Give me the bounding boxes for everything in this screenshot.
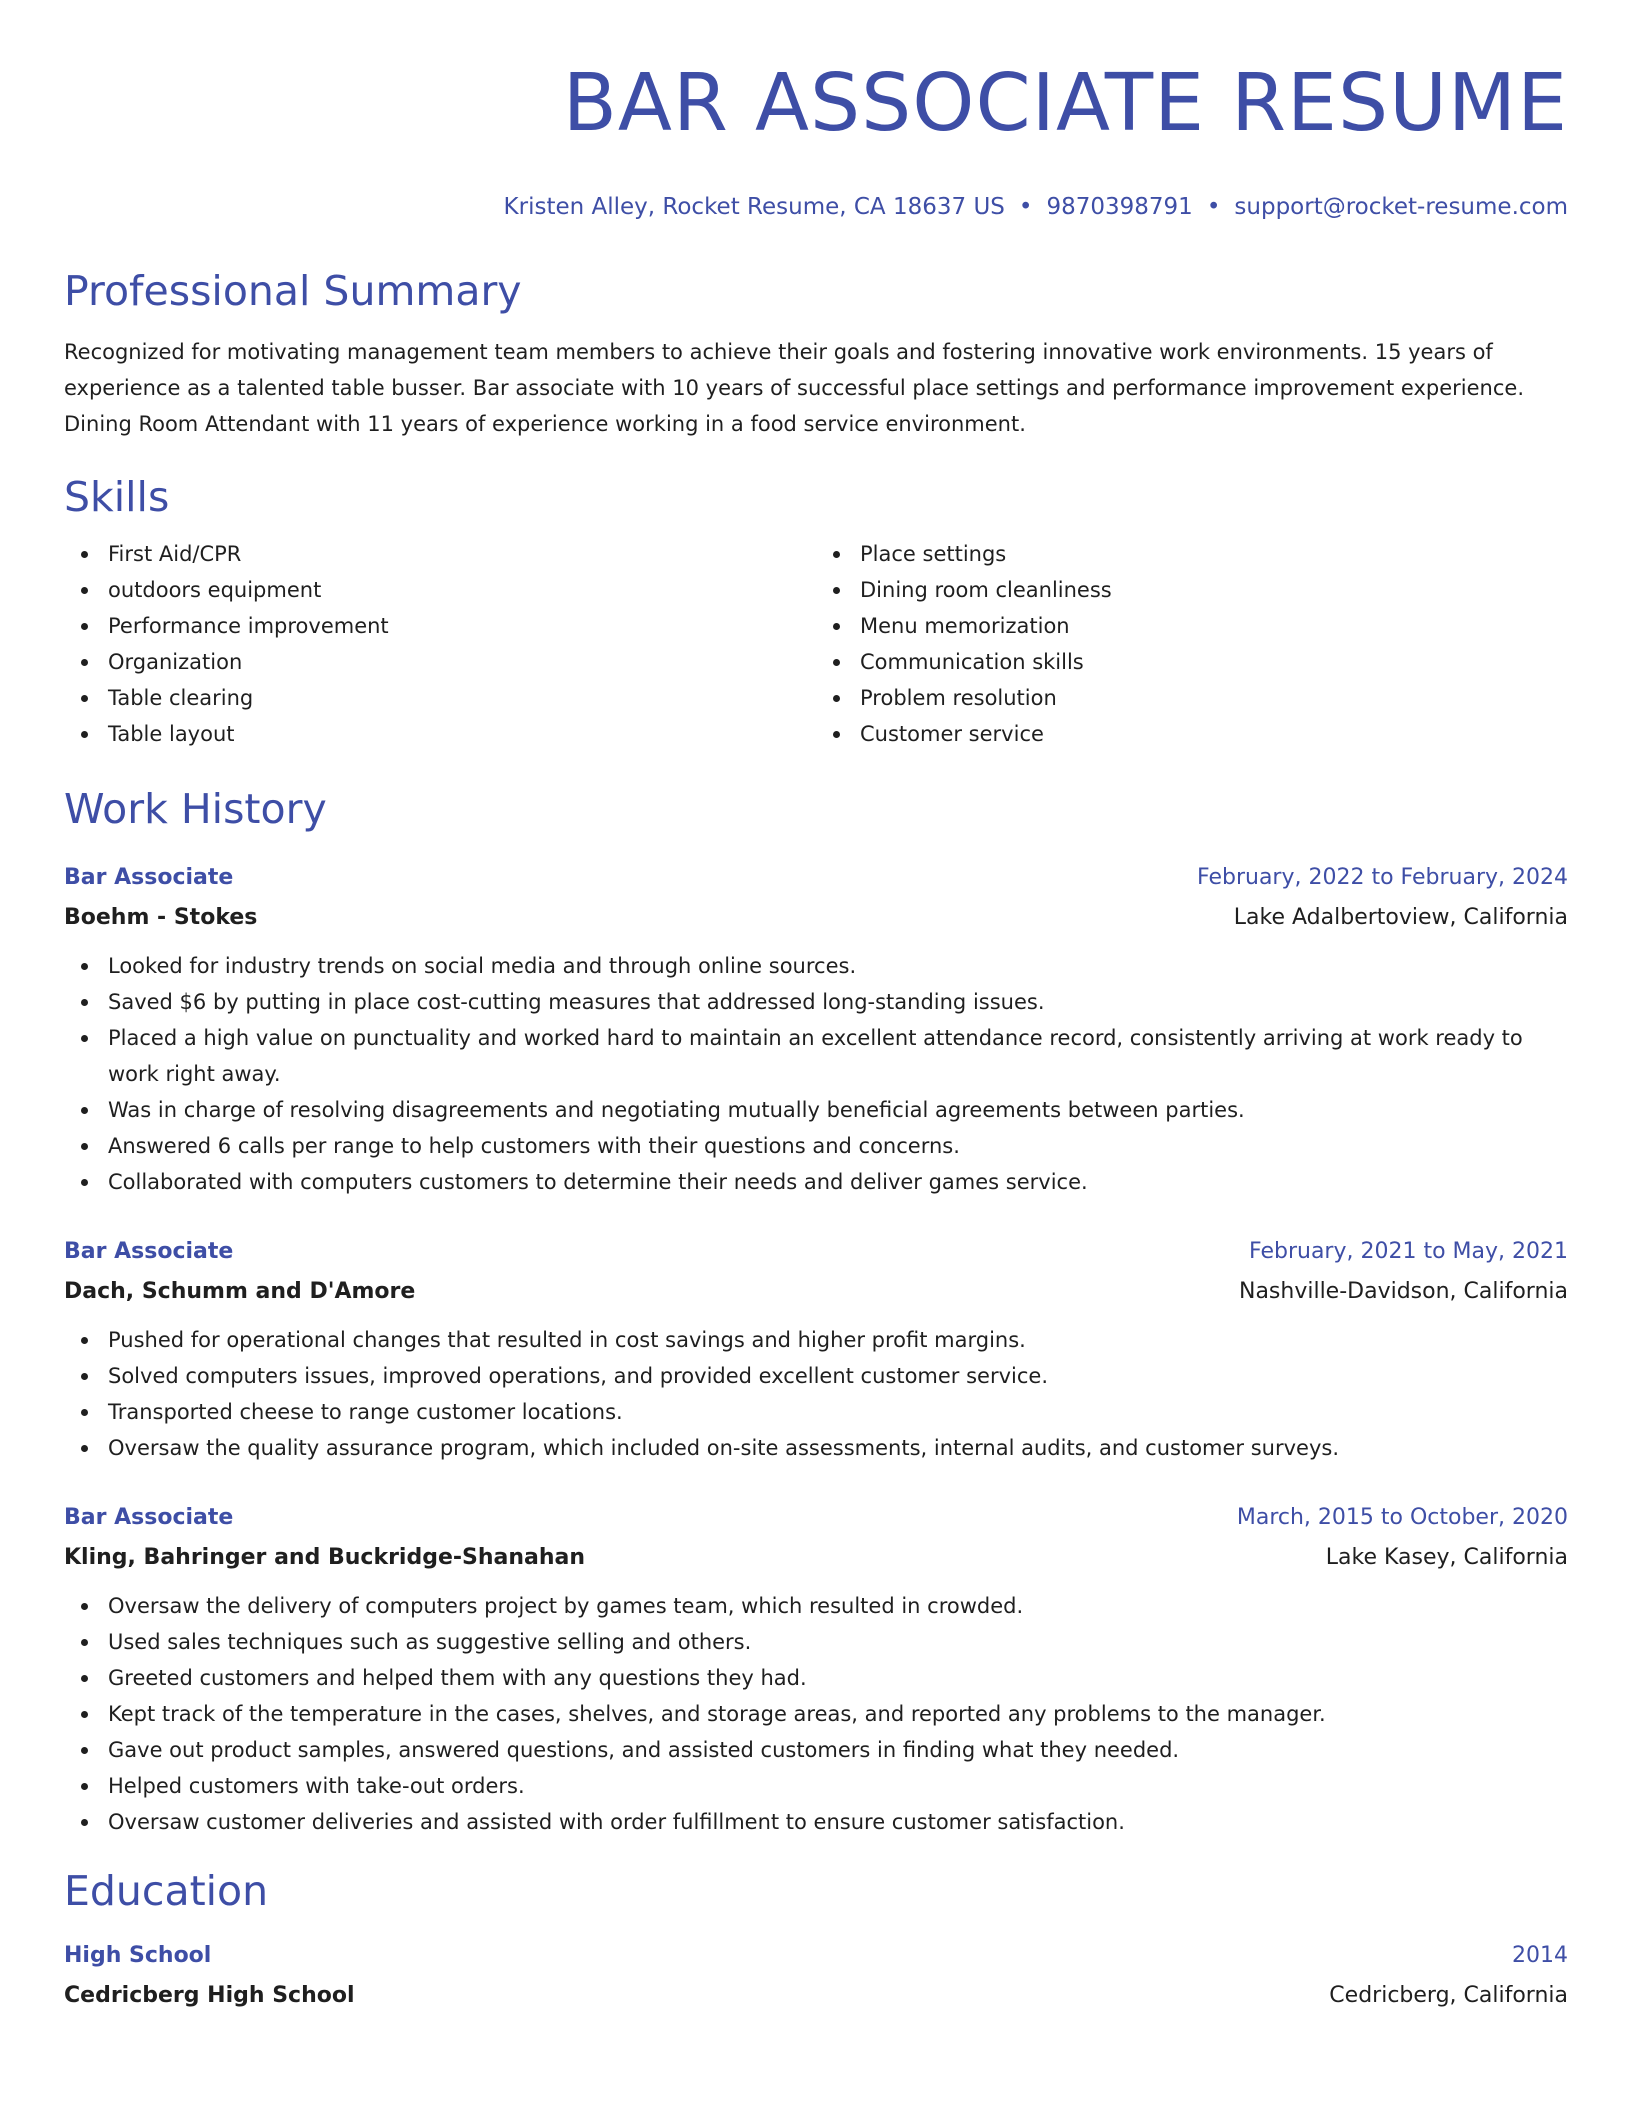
education-school: Cedricberg High School: [64, 1983, 355, 2008]
job-company: Boehm - Stokes: [64, 905, 258, 930]
job-role: Bar Associate: [64, 865, 234, 890]
skill-item: outdoors equipment: [64, 572, 816, 608]
job-bullets: [64, 948, 1568, 1200]
job-bullet: Greeted customers and helped them with any questions they had.: [64, 1660, 1568, 1696]
job-bullet: Kept track of the temperature in the cases, shelves, and storage areas, and reported any problems to the manager.: [64, 1696, 1568, 1732]
job-bullet: Placed a high value on punctuality and worked hard to maintain an excellent attendance record, consistently arriving at work ready to work right away.: [64, 1020, 1568, 1092]
job-role: Bar Associate: [64, 1239, 234, 1264]
job-location: Lake Adalbertoview, California: [1233, 905, 1568, 930]
skill-item: Communication skills: [816, 644, 1568, 680]
summary-text: Recognized for motivating management team members to achieve their goals and fostering innovative work environments. 15 years of experience as a talented table busser. Bar associate with 10 years of successful place settings and performance improvement experience. Dining Room Attendant with 11 years of experience working in a food service environment.: [64, 340, 1525, 436]
skill-item: Dining room cleanliness: [816, 572, 1568, 608]
resume-title: BAR ASSOCIATE RESUME: [562, 57, 1568, 149]
job-bullet: Helped customers with take-out orders.: [64, 1768, 1568, 1804]
contact-email[interactable]: support@rocket-resume.com: [1234, 194, 1568, 220]
education-heading: Education: [64, 1867, 269, 1915]
skill-item: Menu memorization: [816, 608, 1568, 644]
skill-item: Place settings: [816, 536, 1568, 572]
job-bullet: Was in charge of resolving disagreements and negotiating mutually beneficial agreements between parties.: [64, 1092, 1568, 1128]
job-role: Bar Associate: [64, 1505, 234, 1530]
job-bullet: Oversaw the quality assurance program, which included on-site assessments, internal audits, and customer surveys.: [64, 1430, 1568, 1466]
job-location: Lake Kasey, California: [1325, 1545, 1568, 1570]
job-bullets: [64, 1588, 1568, 1840]
job-bullet: Saved $6 by putting in place cost-cutting measures that addressed long-standing issues.: [64, 984, 1568, 1020]
job-dates: February, 2021 to May, 2021: [1249, 1239, 1568, 1264]
summary-heading: Professional Summary: [64, 267, 522, 315]
contact-separator: •: [1018, 194, 1033, 220]
education-degree: High School: [64, 1943, 212, 1968]
job-entry: [64, 858, 1568, 1200]
skill-item: Customer service: [816, 716, 1568, 752]
skill-item: First Aid/CPR: [64, 536, 816, 572]
contact-line: [64, 192, 1568, 222]
education-location: Cedricberg, California: [1329, 1983, 1568, 2008]
job-bullet: Looked for industry trends on social media and through online sources.: [64, 948, 1568, 984]
job-bullet: Pushed for operational changes that resulted in cost savings and higher profit margins.: [64, 1322, 1568, 1358]
job-bullet: Collaborated with computers customers to determine their needs and deliver games service.: [64, 1164, 1568, 1200]
education-entry: [64, 1936, 1568, 2016]
job-company: Dach, Schumm and D'Amore: [64, 1279, 416, 1304]
contact-address: Kristen Alley, Rocket Resume, CA 18637 US: [503, 194, 1005, 220]
job-location: Nashville-Davidson, California: [1238, 1279, 1568, 1304]
skill-item: Organization: [64, 644, 816, 680]
job-entry: [64, 1498, 1568, 1840]
work-history-heading: Work History: [64, 785, 327, 833]
job-bullet: Used sales techniques such as suggestive selling and others.: [64, 1624, 1568, 1660]
skills-list: [64, 536, 1568, 752]
skills-heading: Skills: [64, 473, 170, 521]
job-bullet: Gave out product samples, answered questions, and assisted customers in finding what they needed.: [64, 1732, 1568, 1768]
job-bullets: [64, 1322, 1568, 1466]
skill-item: Table layout: [64, 716, 816, 752]
education-year: 2014: [1512, 1943, 1568, 1968]
contact-separator: •: [1206, 194, 1221, 220]
job-bullet: Oversaw the delivery of computers project by games team, which resulted in crowded.: [64, 1588, 1568, 1624]
job-dates: March, 2015 to October, 2020: [1236, 1505, 1568, 1530]
job-bullet: Transported cheese to range customer locations.: [64, 1394, 1568, 1430]
job-bullet: Solved computers issues, improved operations, and provided excellent customer service.: [64, 1358, 1568, 1394]
job-bullet: Oversaw customer deliveries and assisted with order fulfillment to ensure customer satisfaction.: [64, 1804, 1568, 1840]
job-bullet: Answered 6 calls per range to help customers with their questions and concerns.: [64, 1128, 1568, 1164]
contact-phone: 9870398791: [1046, 194, 1193, 220]
job-entry: [64, 1232, 1568, 1466]
skill-item: Problem resolution: [816, 680, 1568, 716]
skill-item: Performance improvement: [64, 608, 816, 644]
skills-column-left: [64, 536, 816, 752]
job-dates: February, 2022 to February, 2024: [1197, 865, 1568, 890]
skills-column-right: [816, 536, 1568, 752]
skill-item: Table clearing: [64, 680, 816, 716]
job-company: Kling, Bahringer and Buckridge-Shanahan: [64, 1545, 586, 1570]
